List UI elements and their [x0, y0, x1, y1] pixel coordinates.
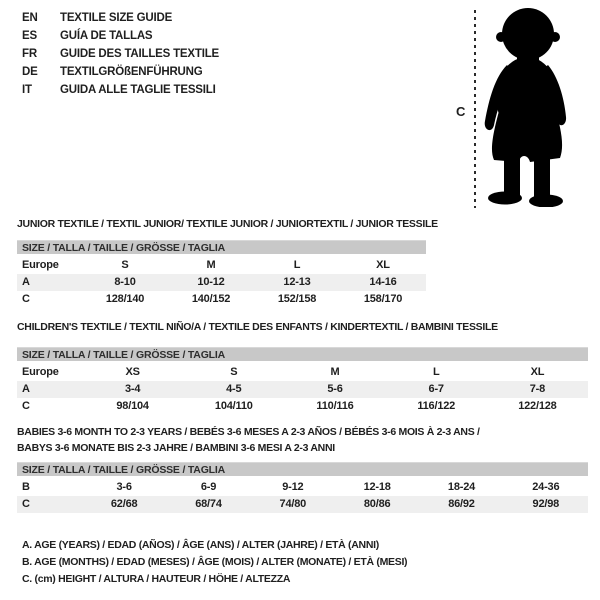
language-code: ES — [22, 30, 37, 42]
table-cell: 74/80 — [279, 498, 307, 510]
table-cell: 122/128 — [518, 400, 557, 412]
table-cell: 6-7 — [428, 383, 444, 395]
row-label: Europe — [22, 259, 59, 271]
table-cell: 158/170 — [363, 293, 403, 305]
table-row — [17, 381, 588, 398]
height-marker-label: C — [456, 104, 466, 119]
table-row — [17, 398, 588, 415]
table-cell: 92/98 — [532, 498, 560, 510]
section-babies-textile — [17, 424, 588, 513]
table-row — [17, 496, 588, 513]
table-cell: M — [206, 259, 216, 271]
table-cell: 86/92 — [448, 498, 475, 510]
table-cell: 152/158 — [277, 293, 317, 305]
table-cell: XL — [376, 259, 390, 271]
table-cell: 14-16 — [369, 276, 397, 288]
table-cell: S — [121, 259, 129, 271]
table-cell: 128/140 — [105, 293, 145, 305]
table-cell: 62/68 — [110, 498, 138, 510]
legend-line: C. (cm) HEIGHT / ALTURA / HAUTEUR / HÖHE / ALTEZZA — [22, 573, 291, 585]
section-title-line: CHILDREN'S TEXTILE / TEXTIL NIÑO/A / TEXTILE DES ENFANTS / KINDERTEXTIL / BAMBINI TESSILE — [17, 321, 498, 333]
table-cell: 12-18 — [363, 481, 391, 493]
section-title — [17, 424, 588, 456]
row-label: A — [22, 383, 30, 395]
row-label: C — [22, 293, 30, 305]
babies-size-table — [17, 462, 588, 513]
language-code: EN — [22, 12, 38, 24]
table-cell: 12-13 — [283, 276, 311, 288]
table-row — [17, 291, 426, 308]
table-cell: M — [330, 366, 340, 378]
table-cell: 5-6 — [327, 383, 343, 395]
language-label: TEXTILE SIZE GUIDE — [60, 12, 173, 24]
row-label: B — [22, 481, 30, 493]
table-cell: XS — [125, 366, 140, 378]
language-label: GUÍA DE TALLAS — [60, 30, 153, 42]
size-header-bar: SIZE / TALLA / TAILLE / GRÖSSE / TAGLIA — [17, 347, 588, 361]
language-label: TEXTILGRÖßENFÜHRUNG — [60, 66, 203, 78]
figure-area — [450, 0, 600, 215]
table-cell: L — [432, 366, 440, 378]
table-cell: XL — [530, 366, 545, 378]
table-cell: 8-10 — [114, 276, 136, 288]
language-code: IT — [22, 84, 32, 96]
table-cell: 24-36 — [532, 481, 560, 493]
language-list — [22, 9, 219, 99]
table-row — [17, 274, 426, 291]
table-cell: 116/122 — [417, 400, 456, 412]
table-row — [17, 257, 426, 274]
language-row — [22, 45, 219, 63]
row-label: C — [22, 498, 30, 510]
table-row — [17, 479, 588, 496]
size-header-bar: SIZE / TALLA / TAILLE / GRÖSSE / TAGLIA — [17, 462, 588, 476]
table-cell: 80/86 — [363, 498, 391, 510]
section-title — [17, 216, 438, 232]
table-cell: 3-4 — [124, 383, 141, 395]
table-cell: 4-5 — [226, 383, 242, 395]
children-size-table — [17, 347, 588, 415]
height-measure-line — [474, 10, 476, 208]
row-label: A — [22, 276, 30, 288]
baby-silhouette-icon — [481, 7, 573, 207]
table-row — [17, 364, 588, 381]
table-cell: 7-8 — [529, 383, 546, 395]
row-label: C — [22, 400, 30, 412]
table-cell: 110/116 — [316, 400, 354, 412]
table-cell: 10-12 — [197, 276, 225, 288]
section-title-line: BABIES 3-6 MONTH TO 2-3 YEARS / BEBÉS 3-6 MESES A 2-3 AÑOS / BÉBÉS 3-6 MOIS À 2-3 ANS / — [17, 426, 480, 438]
size-header-bar: SIZE / TALLA / TAILLE / GRÖSSE / TAGLIA — [17, 240, 426, 254]
table-cell: 18-24 — [447, 481, 476, 493]
language-row — [22, 81, 219, 99]
row-label: Europe — [22, 366, 59, 378]
section-title-line: JUNIOR TEXTILE / TEXTIL JUNIOR/ TEXTILE JUNIOR / JUNIORTEXTIL / JUNIOR TESSILE — [17, 218, 438, 230]
language-label: GUIDA ALLE TAGLIE TESSILI — [60, 84, 216, 96]
section-title-line: BABYS 3-6 MONATE BIS 2-3 JAHRE / BAMBINI 3-6 MESI A 2-3 ANNI — [17, 442, 335, 454]
language-code: FR — [22, 48, 37, 60]
language-row — [22, 63, 219, 81]
language-row — [22, 9, 219, 27]
legend — [22, 537, 407, 588]
junior-size-table — [17, 240, 426, 308]
table-cell: 68/74 — [195, 498, 222, 510]
table-cell: L — [293, 259, 301, 271]
table-cell: 98/104 — [116, 400, 149, 412]
table-cell: 6-9 — [200, 481, 217, 493]
language-label: GUIDE DES TAILLES TEXTILE — [60, 48, 219, 60]
legend-line: B. AGE (MONTHS) / EDAD (MESES) / ÂGE (MOIS) / ALTER (MONATE) / ETÀ (MESI) — [22, 556, 408, 568]
table-cell: 9-12 — [282, 481, 304, 493]
legend-line: A. AGE (YEARS) / EDAD (AÑOS) / ÂGE (ANS) / ALTER (JAHRE) / ETÀ (ANNI) — [22, 539, 379, 551]
section-title — [17, 319, 588, 335]
table-cell: S — [230, 366, 238, 378]
table-cell: 140/152 — [191, 293, 231, 305]
language-row — [22, 27, 219, 45]
table-cell: 104/110 — [214, 400, 253, 412]
table-cell: 3-6 — [116, 481, 132, 493]
section-children-textile — [17, 319, 588, 415]
section-junior-textile — [17, 216, 438, 308]
language-code: DE — [22, 66, 38, 78]
